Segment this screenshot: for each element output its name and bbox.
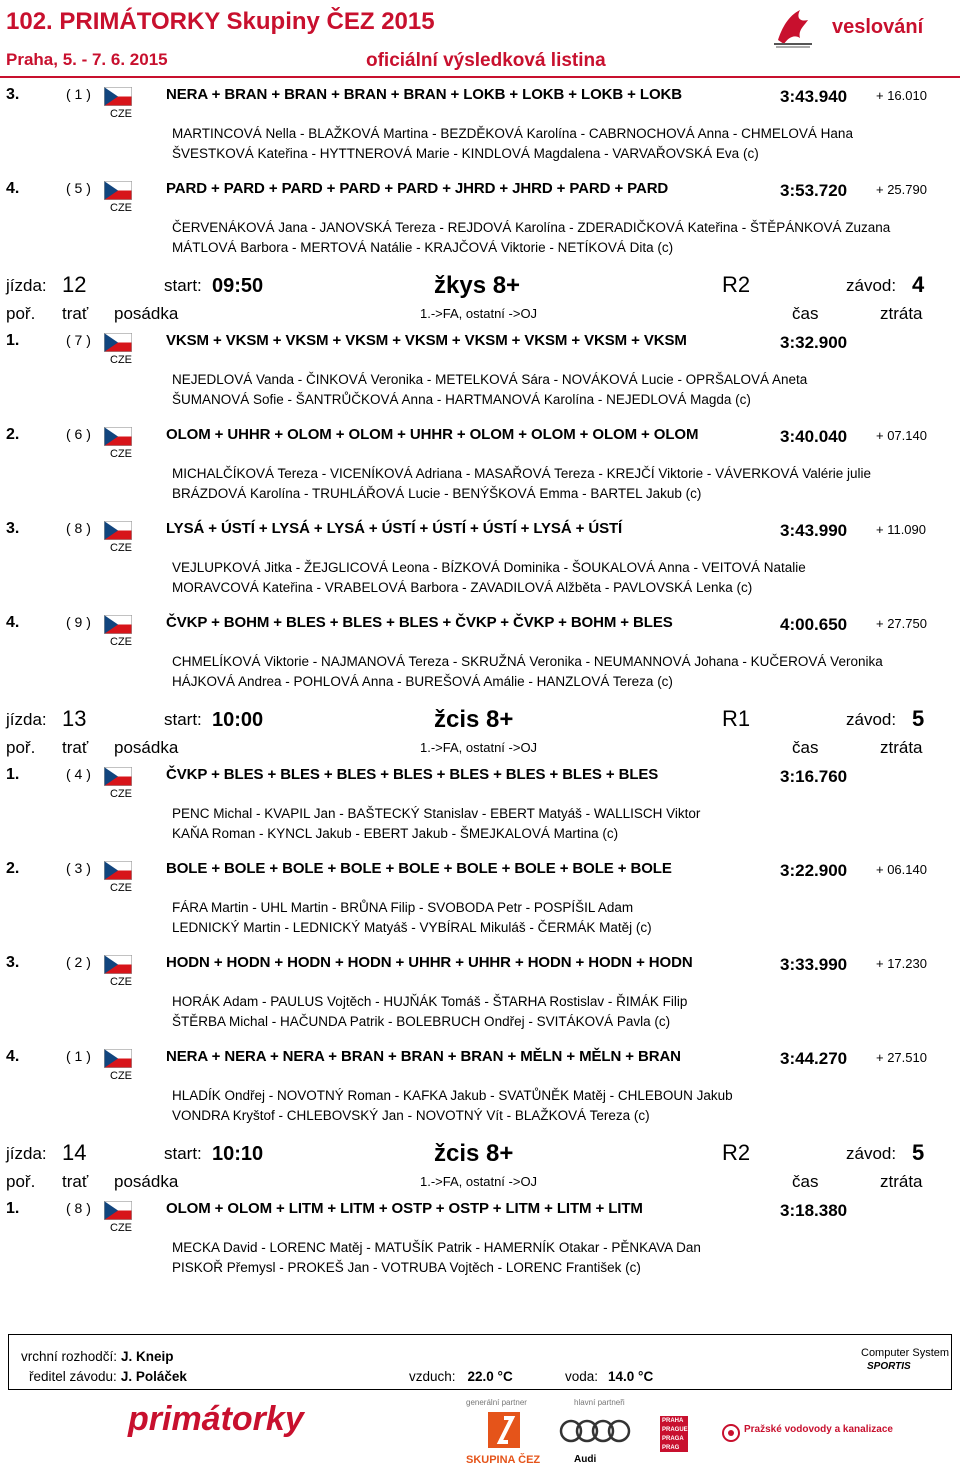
column-time: čas: [792, 304, 819, 323]
crew-line-2: BRÁZDOVÁ Karolína - TRUHLÁŘOVÁ Lucie - BENÝŠKOVÁ Emma - BARTEL Jakub (c): [172, 486, 702, 501]
result-lane: ( 9 ): [66, 614, 91, 630]
result-row: [0, 948, 960, 1042]
result-time: 3:32.900: [780, 333, 848, 352]
race-label: jízda:: [6, 276, 47, 295]
result-gap: + 16.010: [876, 88, 927, 103]
result-time: 3:43.940: [780, 87, 848, 106]
crew-line-1: MECKA David - LORENC Matěj - MATUŠÍK Patrik - HAMERNÍK Otakar - PĚNKAVA Dan: [172, 1240, 701, 1255]
cez-logo-text: SKUPINA ČEZ: [466, 1454, 541, 1466]
result-gap: + 07.140: [876, 428, 927, 443]
officials-box: [8, 1334, 952, 1390]
crew-line-2: KAŇA Roman - KYNCL Jakub - EBERT Jakub - ŠMEJKALOVÁ Martina (c): [172, 826, 619, 841]
result-nation: CZE: [110, 202, 132, 214]
result-time: 3:44.270: [780, 1049, 848, 1068]
chief-referee-label: vrchní rozhodčí:: [21, 1349, 118, 1364]
main-partners-caption: hlavní partneři: [574, 1398, 625, 1407]
race-phase: R2: [722, 1140, 751, 1165]
crew-line-2: MÁTLOVÁ Barbora - MERTOVÁ Natálie - KRAJČOVÁ Viktorie - NETÍKOVÁ Dita (c): [172, 240, 674, 255]
result-lane: ( 7 ): [66, 332, 91, 348]
result-gap: + 17.230: [876, 956, 927, 971]
air-label: vzduch:: [409, 1369, 456, 1384]
result-nation: CZE: [110, 1222, 132, 1234]
computer-system-label: Computer System: [861, 1347, 950, 1359]
czech-flag-icon: [104, 427, 132, 446]
result-rank: 4.: [6, 614, 20, 631]
start-time: 09:50: [212, 275, 264, 297]
start-label: start:: [164, 276, 202, 295]
event-label: závod:: [846, 710, 897, 729]
crew-line-2: PISKOŘ Přemysl - PROKEŠ Jan - VOTRUBA Vojtěch - LORENC František (c): [172, 1260, 641, 1275]
crew-line-1: VEJLUPKOVÁ Jitka - ŽEJGLICOVÁ Leona - BÍZKOVÁ Dominika - ŠOUKALOVÁ Anna - VEITOVÁ Natalie: [172, 560, 806, 575]
czech-flag-icon: [104, 767, 132, 786]
result-row: [0, 420, 960, 514]
column-lane: trať: [62, 738, 89, 757]
result-lane: ( 2 ): [66, 954, 91, 970]
result-time: 3:22.900: [780, 861, 848, 880]
crew-line-1: PENC Michal - KVAPIL Jan - BAŠTECKÝ Stanislav - EBERT Matyáš - WALLISCH Viktor: [172, 806, 701, 821]
result-lane: ( 4 ): [66, 766, 91, 782]
pvk-logo-text: Pražské vodovody a kanalizace: [744, 1424, 893, 1435]
column-lane: trať: [62, 1172, 89, 1191]
column-gap: ztráta: [880, 738, 923, 757]
crew-line-2: ŠTĚRBA Michal - HAČUNDA Patrik - BOLEBRUCH Ondřej - SVITÁKOVÁ Pavla (c): [172, 1014, 671, 1029]
crew-line-1: FÁRA Martin - UHL Martin - BRŮNA Filip - SVOBODA Petr - POSPÍŠIL Adam: [172, 900, 634, 915]
result-clubs: OLOM + OLOM + LITM + LITM + OSTP + OSTP + LITM + LITM + LITM: [166, 1200, 643, 1217]
start-label: start:: [164, 1144, 202, 1163]
cez-logo-icon: [488, 1412, 520, 1448]
event-label: závod:: [846, 276, 897, 295]
result-clubs: HODN + HODN + HODN + HODN + UHHR + UHHR + HODN + HODN + HODN: [166, 954, 693, 971]
crew-line-2: MORAVCOVÁ Kateřina - VRABELOVÁ Barbora - ZAVADILOVÁ Alžběta - PAVLOVSKÁ Lenka (c): [172, 580, 753, 595]
result-clubs: NERA + NERA + NERA + BRAN + BRAN + BRAN + MĚLN + MĚLN + BRAN: [166, 1048, 681, 1065]
result-gap: + 11.090: [876, 522, 927, 537]
czech-flag-icon: [104, 521, 132, 540]
result-rank: 4.: [6, 1048, 20, 1065]
event-number: 4: [912, 272, 925, 297]
computer-system-vendor: SPORTIS: [867, 1361, 911, 1372]
document-subtitle: oficiální výsledková listina: [366, 50, 606, 71]
czech-flag-icon: [104, 861, 132, 880]
result-nation: CZE: [110, 542, 132, 554]
result-nation: CZE: [110, 354, 132, 366]
race-director-label: ředitel závodu:: [29, 1369, 117, 1384]
crew-line-1: NEJEDLOVÁ Vanda - ČINKOVÁ Veronika - METELKOVÁ Sára - NOVÁKOVÁ Lucie - OPRŠALOVÁ Aneta: [172, 372, 808, 387]
boat-category: žcis 8+: [434, 1140, 514, 1167]
result-clubs: OLOM + UHHR + OLOM + OLOM + UHHR + OLOM + OLOM + OLOM + OLOM: [166, 426, 699, 443]
race-header: [0, 702, 960, 760]
column-rank: poř.: [6, 1172, 36, 1191]
crew-line-1: CHMELÍKOVÁ Viktorie - NAJMANOVÁ Tereza - SKRUŽNÁ Veronika - NEUMANNOVÁ Johana - KUČEROVÁ Veronika: [172, 654, 883, 669]
crew-line-1: ČERVENÁKOVÁ Jana - JANOVSKÁ Tereza - REJDOVÁ Karolína - ZDERADIČKOVÁ Kateřina - ŠTĚPÁNKOVÁ Zuzana: [172, 220, 891, 235]
audi-rings-icon: [558, 1418, 632, 1444]
result-rank: 2.: [6, 860, 20, 877]
result-row: [0, 174, 960, 268]
page-header: [0, 0, 960, 78]
crew-line-1: HLADÍK Ondřej - NOVOTNÝ Roman - KAFKA Jakub - SVATŮNĚK Matěj - CHLEBOUN Jakub: [172, 1088, 733, 1103]
result-clubs: VKSM + VKSM + VKSM + VKSM + VKSM + VKSM + VKSM + VKSM + VKSM: [166, 332, 687, 349]
result-nation: CZE: [110, 976, 132, 988]
crew-line-2: VONDRA Kryštof - CHLEBOVSKÝ Jan - NOVOTNÝ Vít - BLAŽKOVÁ Tereza (c): [172, 1108, 650, 1123]
progression-rule: 1.->FA, ostatní ->OJ: [420, 1174, 538, 1189]
water-temperature: [565, 1369, 653, 1384]
result-row: [0, 1042, 960, 1136]
czech-flag-icon: [104, 1201, 132, 1220]
result-row: [0, 1194, 960, 1288]
race-label: jízda:: [6, 1144, 47, 1163]
race-director: [29, 1369, 187, 1384]
result-gap: + 27.750: [876, 616, 927, 631]
result-lane: ( 6 ): [66, 426, 91, 442]
result-time: 3:16.760: [780, 767, 848, 786]
column-gap: ztráta: [880, 304, 923, 323]
praha-logo: PRAHA PRAGUE PRAGA PRAG: [662, 1418, 688, 1451]
result-gap: + 06.140: [876, 862, 927, 877]
result-time: 3:40.040: [780, 427, 848, 446]
result-lane: ( 5 ): [66, 180, 91, 196]
czech-flag-icon: [104, 955, 132, 974]
audi-logo-text: Audi: [574, 1454, 597, 1465]
event-label: závod:: [846, 1144, 897, 1163]
crew-line-1: MICHALČÍKOVÁ Tereza - VICENÍKOVÁ Adriana - MASAŘOVÁ Tereza - KREJČÍ Viktorie - VÁVERKOVÁ Valérie julie: [172, 466, 871, 481]
result-time: 3:33.990: [780, 955, 848, 974]
result-lane: ( 8 ): [66, 520, 91, 536]
general-partner-caption: generální partner: [466, 1398, 527, 1407]
crew-line-2: ŠVESTKOVÁ Kateřina - HYTTNEROVÁ Marie - KINDLOVÁ Magdalena - VARVAŘOVSKÁ Eva (c): [172, 146, 759, 161]
column-crew: posádka: [114, 738, 179, 757]
event-number: 5: [912, 1140, 925, 1165]
column-crew: posádka: [114, 1172, 179, 1191]
result-rank: 2.: [6, 426, 20, 443]
result-nation: CZE: [110, 448, 132, 460]
result-time: 3:43.990: [780, 521, 848, 540]
result-rank: 1.: [6, 1200, 20, 1217]
result-rank: 1.: [6, 332, 20, 349]
start-time: 10:00: [212, 709, 264, 731]
primatorky-logo: primátorky: [128, 1400, 304, 1438]
czech-flag-icon: [104, 1049, 132, 1068]
race-phase: R2: [722, 272, 751, 297]
start-time: 10:10: [212, 1143, 264, 1165]
progression-rule: 1.->FA, ostatní ->OJ: [420, 740, 538, 755]
race-phase: R1: [722, 706, 751, 731]
result-row: [0, 326, 960, 420]
race-number: 12: [62, 272, 87, 297]
column-lane: trať: [62, 304, 89, 323]
crew-line-2: ŠUMANOVÁ Sofie - ŠANTRŮČKOVÁ Anna - HARTMANOVÁ Karolína - NEJEDLOVÁ Magda (c): [172, 392, 751, 407]
water-label: voda:: [565, 1369, 599, 1384]
czech-flag-icon: [104, 615, 132, 634]
crew-line-2: LEDNICKÝ Martin - LEDNICKÝ Matyáš - VYBÍRAL Mikuláš - ČERMÁK Matěj (c): [172, 920, 652, 935]
rowing-federation-lion-icon: [770, 4, 816, 48]
header-divider: [0, 76, 960, 78]
air-temperature: [409, 1369, 513, 1384]
column-rank: poř.: [6, 304, 36, 323]
result-rank: 3.: [6, 520, 20, 537]
result-row: [0, 854, 960, 948]
column-time: čas: [792, 738, 819, 757]
result-rank: 4.: [6, 180, 20, 197]
air-value: 22.0 °C: [467, 1369, 513, 1384]
column-time: čas: [792, 1172, 819, 1191]
result-nation: CZE: [110, 788, 132, 800]
result-nation: CZE: [110, 1070, 132, 1082]
crew-line-2: HÁJKOVÁ Andrea - POHLOVÁ Anna - BUREŠOVÁ Amálie - HANZLOVÁ Tereza (c): [172, 674, 673, 689]
regatta-title: 102. PRIMÁTORKY Skupiny ČEZ 2015: [6, 8, 435, 35]
result-row: [0, 80, 960, 174]
result-rank: 3.: [6, 86, 20, 103]
race-header: [0, 268, 960, 326]
result-rank: 3.: [6, 954, 20, 971]
czech-flag-icon: [104, 87, 132, 106]
result-clubs: PARD + PARD + PARD + PARD + PARD + JHRD + JHRD + PARD + PARD: [166, 180, 669, 197]
sponsor-logos: [0, 1396, 960, 1472]
sport-name: veslování: [832, 16, 924, 38]
water-value: 14.0 °C: [608, 1369, 654, 1384]
result-clubs: LYSÁ + ÚSTÍ + LYSÁ + LYSÁ + ÚSTÍ + ÚSTÍ + ÚSTÍ + LYSÁ + ÚSTÍ: [166, 520, 623, 537]
result-time: 3:53.720: [780, 181, 848, 200]
result-clubs: ČVKP + BLES + BLES + BLES + BLES + BLES + BLES + BLES + BLES: [166, 766, 659, 783]
result-rank: 1.: [6, 766, 20, 783]
result-row: [0, 608, 960, 702]
event-number: 5: [912, 706, 925, 731]
result-nation: CZE: [110, 882, 132, 894]
chief-referee: [21, 1349, 174, 1364]
crew-line-1: HORÁK Adam - PAULUS Vojtěch - HUJŇÁK Tomáš - ŠTARHA Rostislav - ŘIMÁK Filip: [172, 994, 688, 1009]
result-lane: ( 1 ): [66, 86, 91, 102]
result-clubs: BOLE + BOLE + BOLE + BOLE + BOLE + BOLE + BOLE + BOLE + BOLE: [166, 860, 672, 877]
race-number: 13: [62, 706, 87, 731]
start-label: start:: [164, 710, 202, 729]
results-list: [0, 80, 960, 1288]
result-gap: + 27.510: [876, 1050, 927, 1065]
column-crew: posádka: [114, 304, 179, 323]
result-time: 3:18.380: [780, 1201, 848, 1220]
boat-category: žcis 8+: [434, 706, 514, 733]
race-number: 14: [62, 1140, 87, 1165]
column-gap: ztráta: [880, 1172, 923, 1191]
race-header: [0, 1136, 960, 1194]
crew-line-1: MARTINCOVÁ Nella - BLAŽKOVÁ Martina - BEZDĚKOVÁ Karolína - CABRNOCHOVÁ Anna - CHMELOVÁ Hana: [172, 126, 853, 141]
result-row: [0, 760, 960, 854]
place-date: Praha, 5. - 7. 6. 2015: [6, 50, 168, 69]
result-lane: ( 8 ): [66, 1200, 91, 1216]
result-gap: + 25.790: [876, 182, 927, 197]
czech-flag-icon: [104, 333, 132, 352]
column-rank: poř.: [6, 738, 36, 757]
result-lane: ( 1 ): [66, 1048, 91, 1064]
result-clubs: NERA + BRAN + BRAN + BRAN + BRAN + LOKB + LOKB + LOKB + LOKB: [166, 86, 683, 103]
result-nation: CZE: [110, 108, 132, 120]
chief-referee-name: J. Kneip: [121, 1349, 174, 1364]
result-lane: ( 3 ): [66, 860, 91, 876]
result-row: [0, 514, 960, 608]
race-director-name: J. Poláček: [120, 1369, 187, 1384]
result-clubs: ČVKP + BOHM + BLES + BLES + BLES + ČVKP + ČVKP + BOHM + BLES: [166, 614, 673, 631]
progression-rule: 1.->FA, ostatní ->OJ: [420, 306, 538, 321]
boat-category: žkys 8+: [434, 272, 521, 299]
race-label: jízda:: [6, 710, 47, 729]
result-nation: CZE: [110, 636, 132, 648]
czech-flag-icon: [104, 181, 132, 200]
result-time: 4:00.650: [780, 615, 848, 634]
